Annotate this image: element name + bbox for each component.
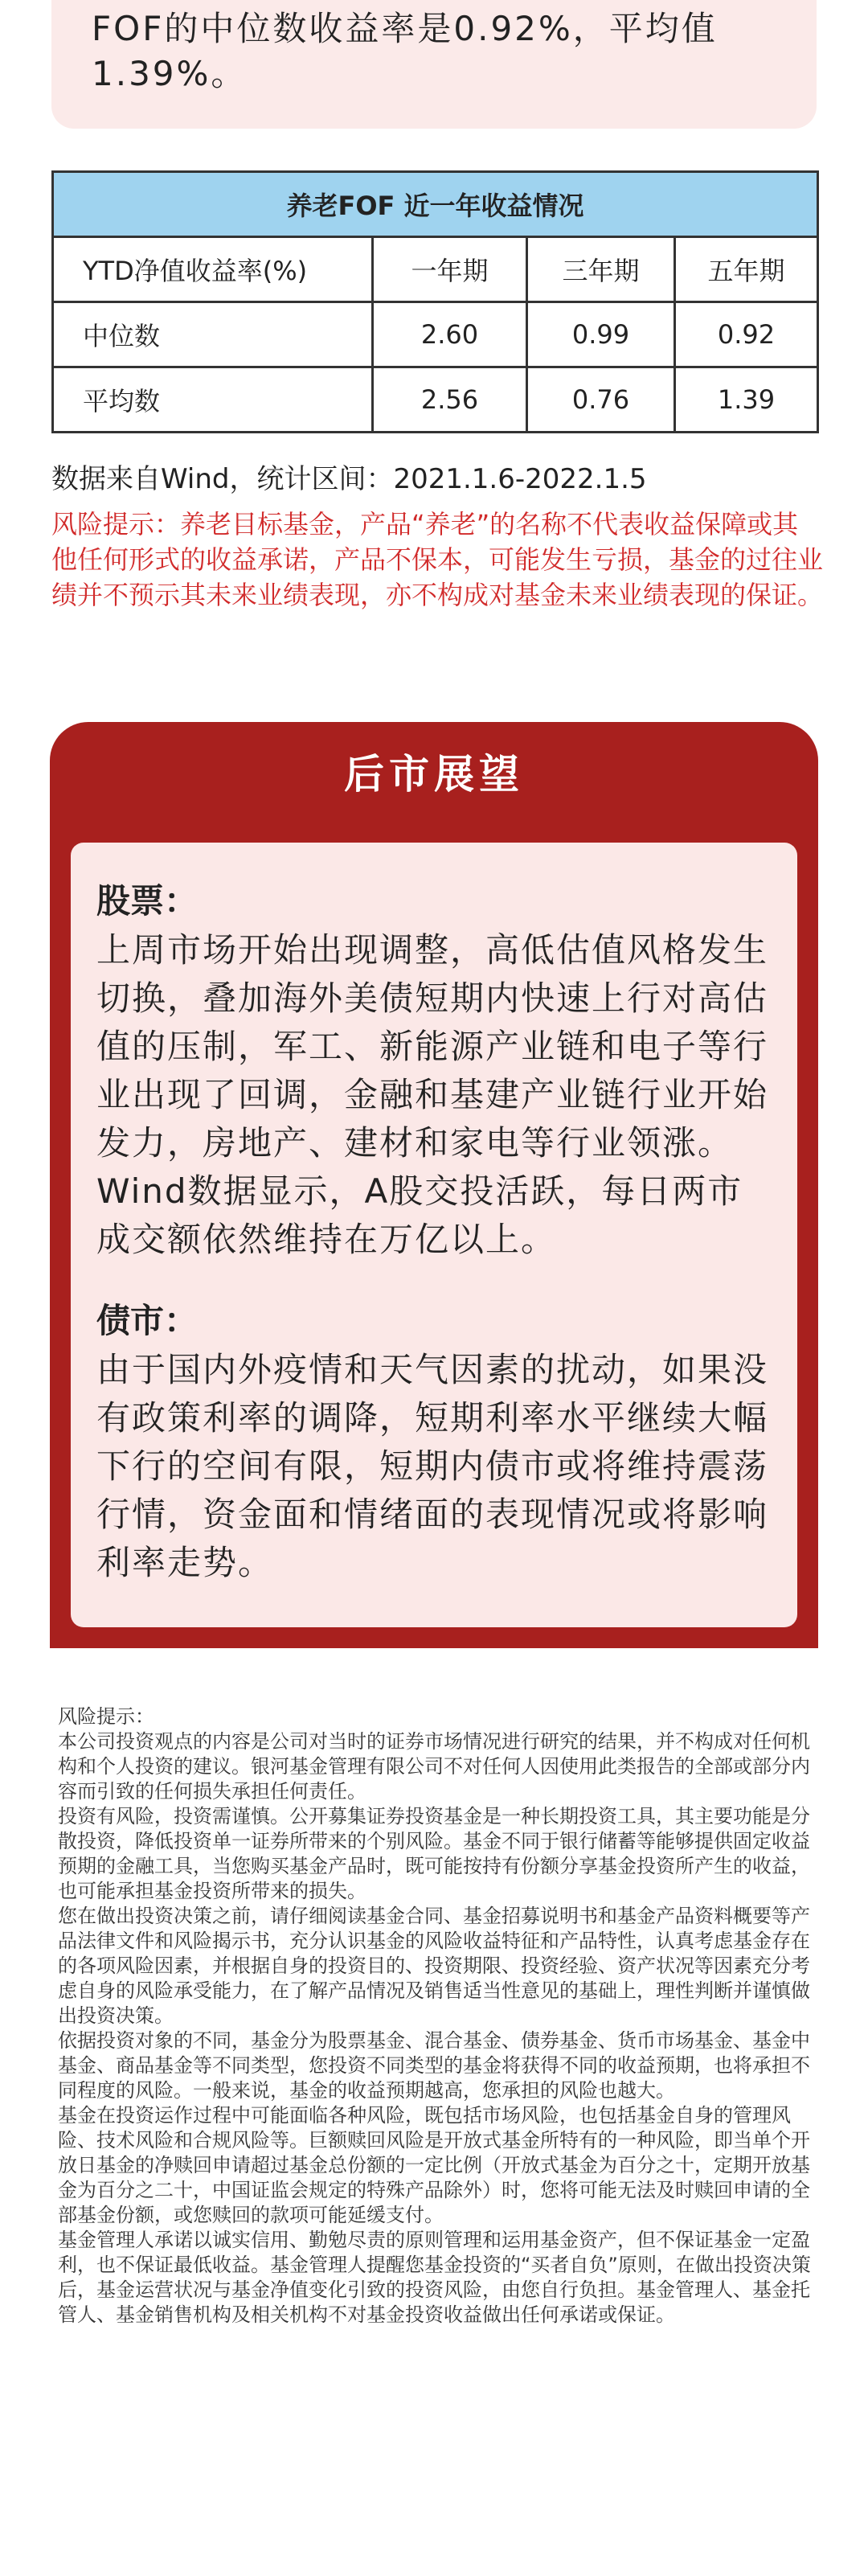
row-label: 中位数 (53, 302, 373, 367)
outlook-title: 后市展望 (344, 751, 524, 798)
risk-note: 风险提示：养老目标基金，产品“养老”的名称不代表收益保障或其他任何形式的收益承诺，产品不保本，可能发生亏损，基金的过往业绩并不预示其未来业绩表现，亦不构成对基金未来业绩表现的保证。 (51, 509, 824, 610)
disclaimer-paragraph: 您在做出投资决策之前，请仔细阅读基金合同、基金招募说明书和基金产品资料概要等产品法律文件和风险揭示书，充分认识基金的风险收益特征和产品特性，认真考虑基金存在的各项风险因素，并根据自身的投资目的、投资期限、投资经验、资产状况等因素充分考虑自身的风险承受能力，在了解产品情况及销售适当性意见的基础上，理性判断并谨慎做出投资决策。 (58, 1905, 810, 2027)
stocks-text: 上周市场开始出现调整，高低估值风格发生切换，叠加海外美债短期内快速上行对高估值的压制，军工、新能源产业链和电子等行业出现了回调，金融和基建产业链行业开始发力，房地产、建材和家电等行业领涨。Wind数据显示，A股交投活跃，每日两市成交额依然维持在万亿以上。 (96, 930, 769, 1259)
table-row (53, 367, 818, 433)
bonds-heading: 债市： (96, 1301, 199, 1340)
disclaimer-paragraph: 基金在投资运作过程中可能面临各种风险，既包括市场风险，也包括基金自身的管理风险、技术风险和合规风险等。巨额赎回风险是开放式基金所特有的一种风险，即当单个开放日基金的净赎回申请超过基金总份额的一定比例（开放式基金为百分之十，定期开放基金为百分之二十，中国证监会规定的特殊产品除外）时，您将可能无法及时赎回申请的全部基金份额，或您赎回的款项可能延缓支付。 (58, 2104, 810, 2226)
table-header-row (53, 237, 818, 302)
header-cell: 三年期 (527, 237, 675, 302)
header-cell: 一年期 (373, 237, 527, 302)
table-cell: 2.60 (373, 302, 527, 367)
disclaimer-paragraph: 依据投资对象的不同，基金分为股票基金、混合基金、债券基金、货币市场基金、基金中基金、商品基金等不同类型，您投资不同类型的基金将获得不同的收益预期，也将承担不同程度的风险。一般来说，基金的收益预期越高，您承担的风险也越大。 (58, 2029, 810, 2102)
table-cell: 0.92 (675, 302, 818, 367)
table-cell: 2.56 (373, 367, 527, 433)
table-cell: 1.39 (675, 367, 818, 433)
row-label: 平均数 (53, 367, 373, 433)
returns-table (51, 170, 819, 433)
header-cell: YTD净值收益率(%) (53, 237, 373, 302)
table-cell: 0.76 (527, 367, 675, 433)
source-note: 数据来自Wind，统计区间：2021.1.6-2022.1.5 (51, 463, 647, 495)
intro-text: FOF的中位数收益率是0.92%，平均值1.39%。 (92, 9, 718, 93)
stocks-heading: 股票： (96, 881, 199, 921)
table-cell: 0.99 (527, 302, 675, 367)
table-title: 养老FOF 近一年收益情况 (53, 172, 818, 237)
header-cell: 五年期 (675, 237, 818, 302)
disclaimer-paragraph: 投资有风险，投资需谨慎。公开募集证券投资基金是一种长期投资工具，其主要功能是分散投资，降低投资单一证券所带来的个别风险。基金不同于银行储蓄等能够提供固定收益预期的金融工具，当您购买基金产品时，既可能按持有份额分享基金投资所产生的收益，也可能承担基金投资所带来的损失。 (58, 1805, 810, 1902)
table-row (53, 302, 818, 367)
disclaimer-heading: 风险提示： (58, 1705, 154, 1728)
bonds-text: 由于国内外疫情和天气因素的扰动，如果没有政策利率的调降，短期利率水平继续大幅下行的空间有限，短期内债市或将维持震荡行情，资金面和情绪面的表现情况或将影响利率走势。 (96, 1350, 769, 1582)
disclaimer (58, 1704, 813, 2328)
disclaimer-paragraph: 基金管理人承诺以诚实信用、勤勉尽责的原则管理和运用基金资产，但不保证基金一定盈利，也不保证最低收益。基金管理人提醒您基金投资的“买者自负”原则，在做出投资决策后，基金运营状况与基金净值变化引致的投资风险，由您自行负担。基金管理人、基金托管人、基金销售机构及相关机构不对基金投资收益做出任何承诺或保证。 (58, 2229, 811, 2326)
outlook-bottom-border (50, 1640, 818, 1647)
disclaimer-paragraph: 本公司投资观点的内容是公司对当时的证券市场情况进行研究的结果，并不构成对任何机构和个人投资的建议。银河基金管理有限公司不对任何人因使用此类报告的全部或部分内容而引致的任何损失承担任何责任。 (58, 1730, 810, 1803)
intro-card (51, 0, 817, 129)
